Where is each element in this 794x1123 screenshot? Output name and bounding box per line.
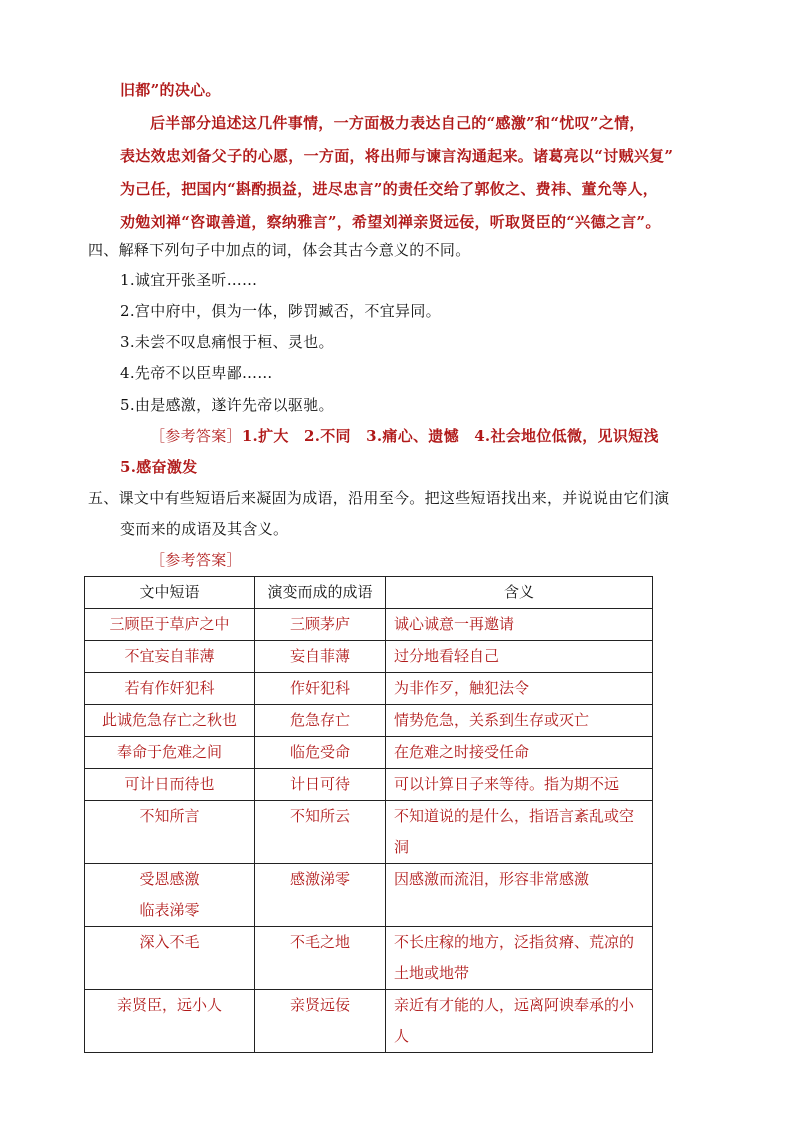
- cell-meaning: [386, 927, 653, 990]
- table-row: [85, 864, 653, 927]
- section4-answer-line-2: 5.感奋激发: [120, 458, 198, 476]
- phrase-text: 奉命于危难之间: [116, 743, 222, 761]
- meaning-text: 亲近有才能的人，远离阿谀奉承的小: [394, 996, 635, 1014]
- table-row: [85, 705, 653, 737]
- phrase-text: 可计日而待也: [124, 775, 215, 793]
- table-row: [85, 990, 653, 1053]
- cell-meaning: [386, 801, 653, 864]
- section4-answer-text: 1.扩大 2.不同 3.痛心、遗憾 4.社会地位低微，见识短浅: [241, 427, 659, 445]
- header-meaning: 含义: [386, 577, 653, 609]
- meaning-text: 不知道说的是什么，指语言紊乱或空: [394, 807, 635, 825]
- section4-heading: 四、解释下列句子中加点的词，体会其古今意义的不同。: [88, 241, 471, 259]
- table-row: [85, 769, 653, 801]
- table-header-row: [85, 577, 653, 609]
- header-idiom: 演变而成的成语: [255, 577, 386, 609]
- cell-phrase: [85, 737, 255, 769]
- idiom-table: [84, 576, 653, 1053]
- header-phrase: 文中短语: [85, 577, 255, 609]
- table-row: [85, 641, 653, 673]
- cell-idiom: 危急存亡: [255, 705, 386, 737]
- cell-phrase: [85, 769, 255, 801]
- meaning-text: 不长庄稼的地方，泛指贫瘠、荒凉的: [394, 933, 635, 951]
- meaning-text: 人: [394, 1027, 410, 1045]
- cell-idiom: 亲贤远佞: [255, 990, 386, 1053]
- meaning-text: 洞: [394, 838, 410, 856]
- phrase-text: 不宜妄自菲薄: [124, 647, 215, 665]
- phrase-text: 深入不毛: [139, 933, 200, 951]
- table-row: [85, 737, 653, 769]
- cell-meaning: [386, 641, 653, 673]
- cell-idiom: 妄自菲薄: [255, 641, 386, 673]
- cell-meaning: [386, 990, 653, 1053]
- table-row: [85, 801, 653, 864]
- cell-phrase: [85, 609, 255, 641]
- cell-phrase: [85, 927, 255, 990]
- section5-heading-line-2: 变而来的成语及其含义。: [120, 520, 289, 538]
- cell-phrase: [85, 864, 255, 927]
- meaning-text: 可以计算日子来等待。指为期不远: [394, 775, 620, 793]
- cell-meaning: [386, 769, 653, 801]
- cell-meaning: [386, 705, 653, 737]
- cell-idiom: 三顾茅庐: [255, 609, 386, 641]
- table-row: [85, 673, 653, 705]
- phrase-text: 若有作奸犯科: [124, 679, 215, 697]
- meaning-text: 因感激而流泪，形容非常感激: [394, 870, 590, 888]
- cell-idiom: 临危受命: [255, 737, 386, 769]
- intro-line-1: 后半部分追述这几件事情，一方面极力表达自己的“感激”和“忧叹”之情，: [150, 114, 645, 132]
- meaning-text: 情势危急，关系到生存或灭亡: [394, 711, 590, 729]
- cell-meaning: [386, 609, 653, 641]
- phrase-text: 三顾臣于草庐之中: [109, 615, 230, 633]
- meaning-text: 土地或地带: [394, 964, 470, 982]
- phrase-text: 亲贤臣，远小人: [116, 996, 222, 1014]
- cell-meaning: [386, 737, 653, 769]
- cell-meaning: [386, 673, 653, 705]
- phrase-text: 不知所言: [139, 807, 200, 825]
- section4-answer-label: ［参考答案］: [150, 427, 242, 445]
- meaning-text: 为非作歹，触犯法令: [394, 679, 530, 697]
- meaning-text: 诚心诚意一再邀请: [394, 615, 515, 633]
- intro-line-3: 为己任，把国内“斟酌损益，进尽忠言”的责任交给了郭攸之、费祎、董允等人，: [120, 180, 659, 198]
- section4-item-3: 3.未尝不叹息痛恨于桓、灵也。: [120, 333, 334, 351]
- cell-phrase: [85, 641, 255, 673]
- phrase-text: 临表涕零: [139, 901, 200, 919]
- meaning-text: 过分地看轻自己: [394, 647, 500, 665]
- section5-heading-line-1: 五、课文中有些短语后来凝固为成语，沿用至今。把这些短语找出来，并说说由它们演: [88, 489, 670, 507]
- meaning-text: 在危难之时接受任命: [394, 743, 530, 761]
- intro-line-2: 表达效忠刘备父子的心愿，一方面，将出师与谏言沟通起来。诸葛亮以“讨贼兴复”: [120, 147, 674, 165]
- phrase-text: 受恩感激: [139, 870, 200, 888]
- section5-answer-label: ［参考答案］: [150, 551, 242, 569]
- table-body: [85, 609, 653, 1053]
- intro-line-4: 劝勉刘禅“咨诹善道，察纳雅言”，希望刘禅亲贤远佞，听取贤臣的“兴德之言”。: [120, 213, 661, 231]
- section4-item-4: 4.先帝不以臣卑鄙……: [120, 364, 273, 382]
- section4-item-5: 5.由是感激，遂许先帝以驱驰。: [120, 396, 334, 414]
- cell-idiom: 不毛之地: [255, 927, 386, 990]
- table-row: [85, 927, 653, 990]
- table-row: [85, 609, 653, 641]
- section4-answer-line-1: [150, 426, 659, 446]
- cell-meaning: [386, 864, 653, 927]
- cell-phrase: [85, 801, 255, 864]
- cell-idiom: 不知所云: [255, 801, 386, 864]
- cell-phrase: [85, 990, 255, 1053]
- cell-phrase: [85, 673, 255, 705]
- section4-item-1: 1.诚宜开张圣听……: [120, 271, 258, 289]
- intro-line-0: 旧都”的决心。: [120, 81, 221, 99]
- section4-item-2: 2.宫中府中，俱为一体，陟罚臧否，不宜异同。: [120, 302, 441, 320]
- cell-phrase: [85, 705, 255, 737]
- phrase-text: 此诚危急存亡之秋也: [101, 711, 237, 729]
- cell-idiom: 计日可待: [255, 769, 386, 801]
- cell-idiom: 作奸犯科: [255, 673, 386, 705]
- cell-idiom: 感激涕零: [255, 864, 386, 927]
